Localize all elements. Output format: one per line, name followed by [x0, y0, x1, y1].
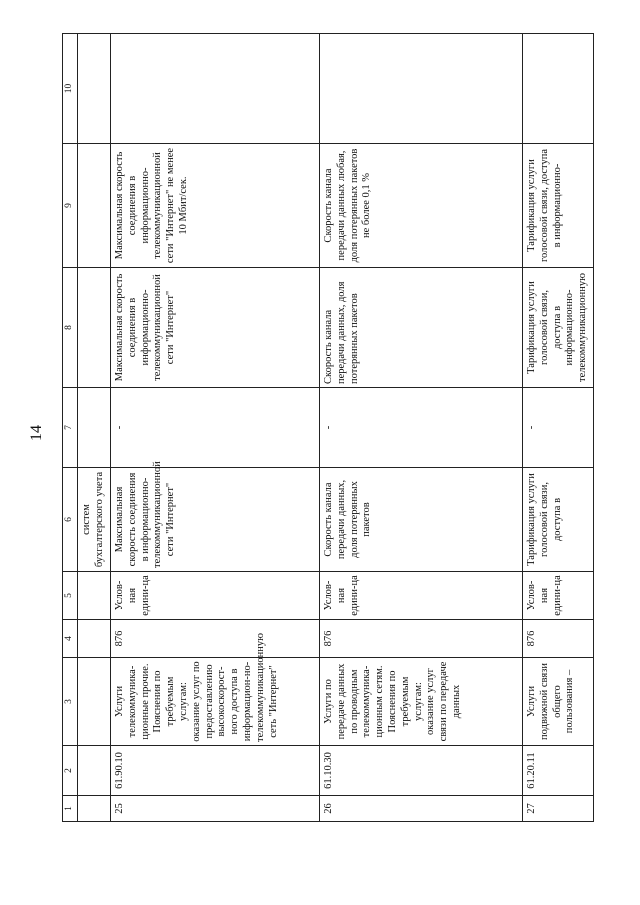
col-number: 4: [63, 620, 78, 658]
service-name: Услуги по передаче данных по проводным телекоммуника-ционным сетям. Пояснения по требуемым услугам: оказание услуг связи по передаче данных: [320, 658, 523, 746]
table-cell: [78, 746, 111, 796]
characteristic: Тарификация услуги голосовой связи, доступа в: [523, 468, 594, 572]
characteristic-value: -: [111, 388, 320, 468]
table-cell: [78, 620, 111, 658]
unit-name: Услов-ная едини-ца: [111, 572, 320, 620]
col-number: 3: [63, 658, 78, 746]
table-cell: [78, 268, 111, 388]
characteristic: Скорость канала передачи данных, доля потерянных пакетов: [320, 268, 523, 388]
table-cell: [78, 572, 111, 620]
requirements-table: [62, 33, 594, 822]
row-number: 27: [523, 796, 594, 822]
table-wrapper: [62, 34, 640, 814]
col-number: 6: [63, 468, 78, 572]
unit-name: Услов-ная едини-ца: [523, 572, 594, 620]
continuation-row: [78, 34, 111, 822]
table-cell: [78, 388, 111, 468]
characteristic: Тарификация услуги голосовой связи, доступа в информационно-телекоммуникационную: [523, 268, 594, 388]
col-number: 5: [63, 572, 78, 620]
characteristic: Максимальная скорость соединения в информационно-телекоммуникационной сети "Интернет": [111, 468, 320, 572]
service-name: Услуги подвижной связи общего пользования –: [523, 658, 594, 746]
characteristic: Максимальная скорость соединения в информационно-телекоммуникационной сети "Интернет": [111, 268, 320, 388]
col-number: 8: [63, 268, 78, 388]
justification: [523, 34, 594, 144]
row-number: 25: [111, 796, 320, 822]
table-cell: систем бухгалтерского учета: [78, 468, 111, 572]
okei-code: 876: [111, 620, 320, 658]
okpd-code: 61.10.30: [320, 746, 523, 796]
col-number: 9: [63, 144, 78, 268]
table-cell: [78, 658, 111, 746]
page-number: 14: [28, 425, 45, 441]
okei-code: 876: [320, 620, 523, 658]
col-number: 7: [63, 388, 78, 468]
characteristic-value: Тарификация услуги голосовой связи, доступа в информационно-: [523, 144, 594, 268]
unit-name: Услов-ная едини-ца: [320, 572, 523, 620]
characteristic: Скорость канала передачи данных, доля потерянных пакетов: [320, 468, 523, 572]
table-row: [111, 34, 320, 822]
col-number: 10: [63, 34, 78, 144]
row-number: 26: [320, 796, 523, 822]
characteristic-value: Максимальная скорость соединения в информационно-телекоммуникационной сети "Интернет" не менее 10 Мбит/сек.: [111, 144, 320, 268]
characteristic-value: -: [320, 388, 523, 468]
okpd-code: 61.20.11: [523, 746, 594, 796]
table-row: [320, 34, 523, 822]
col-number: 1: [63, 796, 78, 822]
table-row: [523, 34, 594, 822]
characteristic-value: -: [523, 388, 594, 468]
col-number: 2: [63, 746, 78, 796]
okei-code: 876: [523, 620, 594, 658]
justification: [111, 34, 320, 144]
table-cell: [78, 144, 111, 268]
table-cell: [78, 34, 111, 144]
okpd-code: 61.90.10: [111, 746, 320, 796]
table-cell: [78, 796, 111, 822]
service-name: Услуги телекоммуника-ционные прочие. Пояснения по требуемым услугам: оказание услуг по предоставлению высокоскорост-ного доступа в информацион-но-телекоммуникационную сеть "Интернет": [111, 658, 320, 746]
characteristic-value: Скорость канала передачи данных любая, доля потерянных пакетов не более 0,1 %: [320, 144, 523, 268]
column-numbers-row: [63, 34, 78, 822]
justification: [320, 34, 523, 144]
